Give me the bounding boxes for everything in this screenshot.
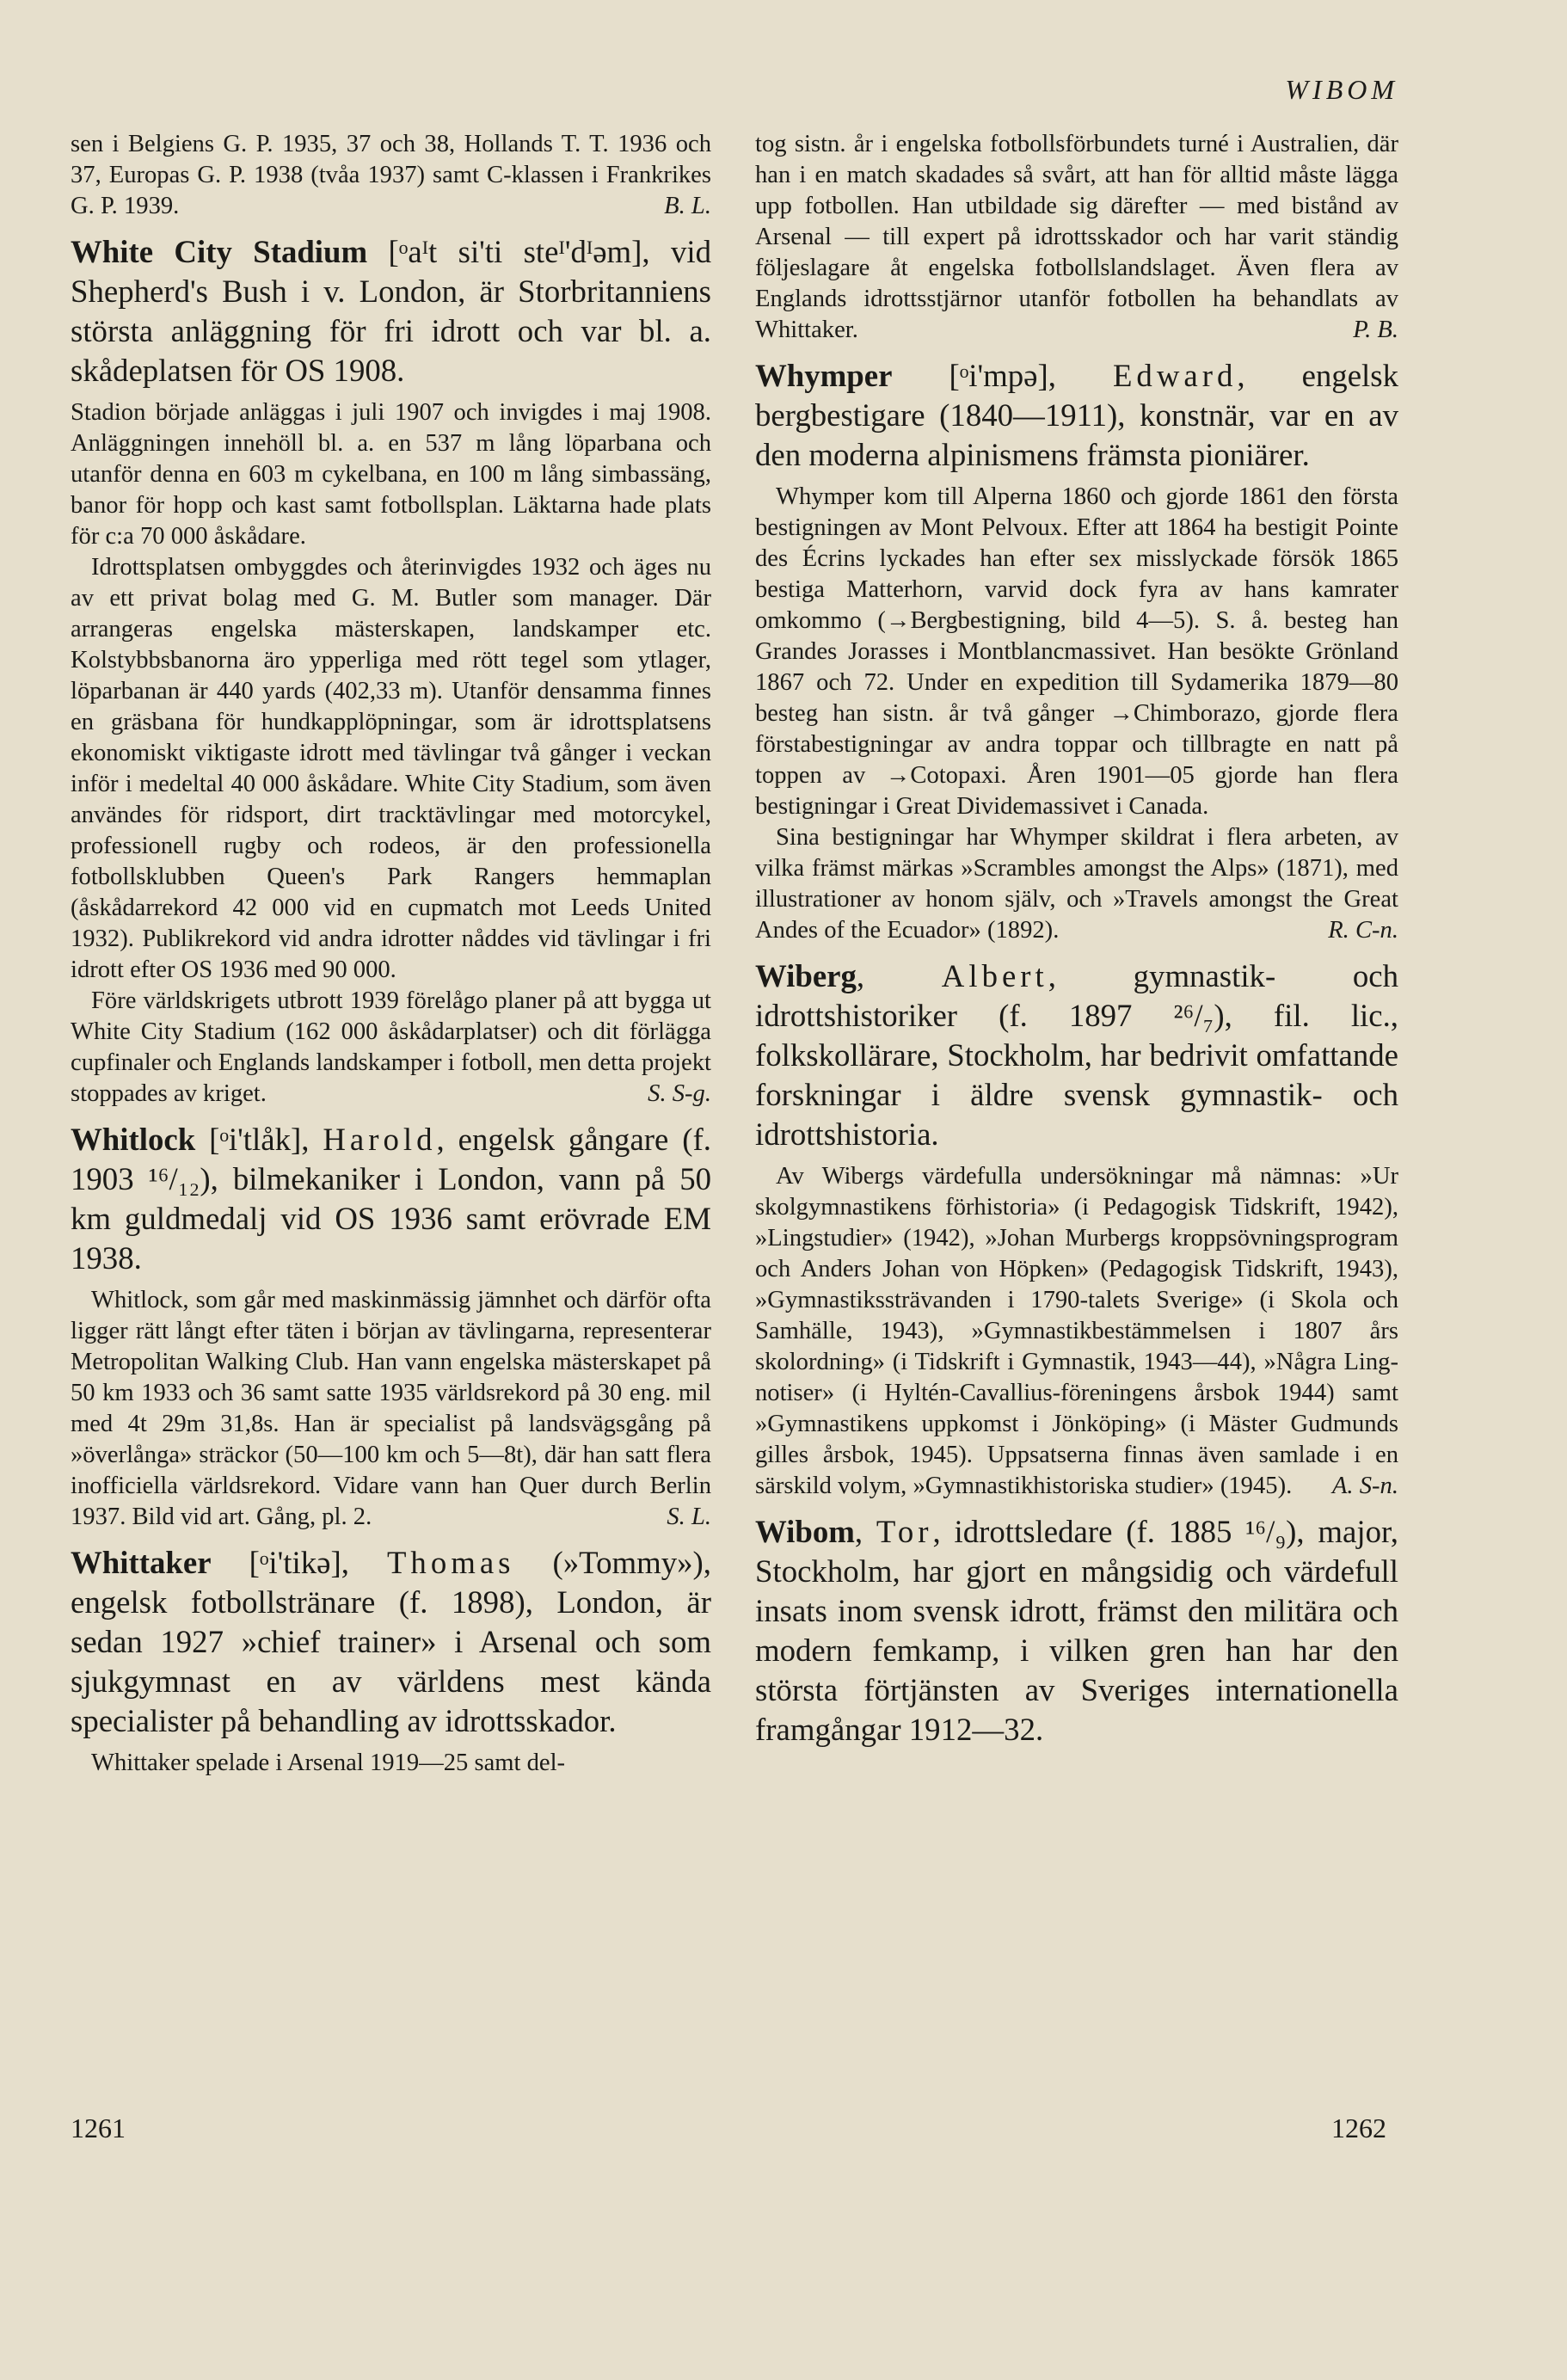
- left-column: [71, 129, 711, 1779]
- entry-body: [71, 986, 711, 1110]
- entry-whymper: [755, 356, 1398, 475]
- pronunciation: [ᵒi'tlåk],: [195, 1122, 323, 1157]
- entry-body-text: Av Wibergs värdefulla undersökningar må nämnas: »Ur skolgymnastikens förhistoria» (i Pedagogisk Tidskrift, 1942), »Lingstudier» (1942), »Johan Murbergs kroppsövningsprogram och Anders Johan von Höpken» (Pedagogisk Tidskrift, 1943), »Gymnastikssträvanden i 1790-talets Sverige» (i Skola och Samhälle, 1943), »Gymnastikbestämmelsen i 1807 års skolordning» (i Tidskrift i Gymnastik, 1943—44), »Några Ling-notiser» (i Hyltén-Cavallius-föreningens årsbok 1944) samt »Gymnastikens uppkomst i Jönköping» (i Mäster Gudmunds gilles årsbok, 1945). Uppsatserna finnas även samlade i en särskild volym, »Gymnastikhistoriska studier» (1945).: [755, 1163, 1398, 1499]
- entry-body: Whymper kom till Alperna 1860 och gjorde 1861 den första bestigningen av Mont Pelvoux. Efter att 1864 ha bestigit Pointe des Écrins lyckades han efter sex misslyckade försök 1865 bestiga Matterhorn, varvid dock fyra av hans kamrater omkommo (→Bergbestigning, bild 4—5). S. å. besteg han Grandes Jorasses i Montblancmassivet. Han besökte Grönland 1867 och 72. Under en expedition till Sydamerika 1879—80 besteg han sistn. år två gånger →Chimborazo, gjorde flera förstabestigningar av andra toppar och tillbragte en natt på toppen av →Cotopaxi. Åren 1901—05 gjorde han flera bestigningar i Great Dividemassivet i Canada.: [755, 483, 1398, 820]
- author-signature: B. L.: [664, 193, 711, 219]
- author-signature: S. L.: [667, 1504, 711, 1530]
- given-name: Harold: [323, 1122, 437, 1157]
- pronunciation: [ᵒi'tikə],: [211, 1545, 387, 1580]
- headword: Wibom: [755, 1514, 855, 1549]
- entry-body-text: Sina bestigningar har Whymper skildrat i flera arbeten, av vilka främst märkas »Scrambles amongst the Alps» (1871), med illustrationer av honom själv, och »Travels amongst the Great Andes of the Ecuador» (1892).: [755, 824, 1398, 944]
- running-head: WIBOM: [1285, 74, 1398, 105]
- entry-whitlock: [71, 1120, 711, 1278]
- entry-body-text: Whitlock, som går med maskinmässig jämnhet och därför ofta ligger rätt långt efter täten i början av tävlingarna, representerar Metropolitan Walking Club. Han vann engelska mästerskapet på 50 km 1933 och 36 samt satte 1935 världsrekord på 30 eng. mil med 4t 29m 31,8s. Han är specialist på landsvägsgång på »överlånga» sträckor (50—100 km och 5—8t), där han satt flera inofficiella världsrekord. Vidare vann han Quer durch Berlin 1937. Bild vid art. Gång, pl. 2.: [71, 1287, 711, 1530]
- page-number-right: 1262: [1331, 2112, 1386, 2143]
- continued-entry: [71, 129, 711, 222]
- continued-text: tog sistn. år i engelska fotbollsförbundets turné i Australien, där han i en match skadades så svårt, att han för alltid måste lägga upp fotbollen. Han utbildade sig därefter — med bistånd av Arsenal — till expert på idrottsskador och har varit ständig följeslagare åt engelska fotbollslandslaget. Även flera av Englands idrottsstjärnor utanför fotbollen ha behandlats av Whittaker.: [755, 131, 1398, 343]
- continued-text: sen i Belgiens G. P. 1935, 37 och 38, Hollands T. T. 1936 och 37, Europas G. P. 1938 (tvåa 1937) samt C-klassen i Frankrikes G. P. 1939.: [71, 131, 711, 219]
- author-signature: P. B.: [1353, 317, 1398, 343]
- given-name: Albert: [941, 958, 1048, 993]
- right-column: [755, 129, 1398, 1756]
- entry-white-city-stadium: [71, 232, 711, 391]
- entry-definition: (»Tommy»), engelsk fotbollstränare (f. 1898), London, är sedan 1927 »chief trainer» i Arsenal och som sjukgymnast en av världens mest kända specialister på behandling av idrottsskador.: [71, 1545, 711, 1738]
- entry-body-text: Före världskrigets utbrott 1939 förelågo planer på att bygga ut White City Stadium (162 000 åskådarplatser) och dit förlägga cupfinaler och Englands landskamper i fotboll, men detta projekt stoppades av kriget.: [71, 987, 711, 1107]
- entry-body: [755, 822, 1398, 946]
- entry-wiberg: Wiberg, Albert, gymnastik- och idrottshistoriker (f. 1897 ²⁶/₇), fil. lic., folkskollärare, Stockholm, har bedrivit omfattande forskningar i äldre svensk gymnastik- och idrottshistoria.: [755, 958, 1399, 1152]
- author-signature: A. S-n.: [1331, 1473, 1398, 1499]
- author-signature: S. S-g.: [648, 1080, 711, 1107]
- headword: White City Stadium: [71, 234, 368, 269]
- entry-definition: , gymnastik- och idrottshistoriker (f. 1897 ²⁶/₇), fil. lic., folkskollärare, Stockholm, har bedrivit omfattande forskningar i äldre svensk gymnastik- och idrottshistoria.: [755, 958, 1399, 1152]
- entry-definition: , engelsk gångare (f. 1903 ¹⁶/₁₂), bilmekaniker i London, vann på 50 km guldmedalj vid OS 1936 samt erövrade EM 1938.: [71, 1122, 711, 1276]
- entry-body: Idrottsplatsen ombyggdes och återinvigdes 1932 och äges nu av ett privat bolag med G. M. Butler som manager. Där arrangeras engelska mästerskapen, landskamper etc. Kolstybbsbanorna äro ypperliga med rött tegel som ytlager, löparbanan är 440 yards (402,33 m). Utanför densamma finnes en gräsbana för hundkapplöpningar, som är idrottsplatsens ekonomiskt viktigaste idrott med tävlingar två gånger i veckan inför i medeltal 40 000 åskådare. White City Stadium, som även användes för ridsport, dirt tracktävlingar med motorcykel, professionell rugby och rodeos, är den professionella fotbollsklubben Queen's Park Rangers hemmaplan (åskådarrekord 42 000 vid en cupmatch mot Leeds United 1932). Publikrekord vid andra idrotter nåddes vid tävlingar i fri idrott efter OS 1936 med 90 000.: [71, 554, 711, 983]
- entry-definition: , idrottsledare (f. 1885 ¹⁶/₉), major, Stockholm, har gjort en mångsidig och värdefull insats inom svensk idrott, främst den militära och modern femkamp, i vilken gren han har den största förtjänsten av Sveriges internationella framgångar 1912—32.: [755, 1514, 1398, 1747]
- entry-whittaker: [71, 1543, 711, 1741]
- headword: Wiberg: [755, 958, 857, 993]
- given-name: Tor: [876, 1514, 933, 1549]
- continued-entry: [755, 129, 1398, 346]
- given-name: Thomas: [386, 1545, 515, 1580]
- entry-body: [755, 1161, 1398, 1502]
- page-number-left: 1261: [71, 2112, 126, 2143]
- entry-definition: [ᵒaᴵt si'ti steᴵ'dᴵəm], vid Shepherd's Bush i v. London, är Storbritanniens största anläggning för fri idrott och var bl. a. skådeplatsen för OS 1908.: [71, 234, 711, 388]
- headword: Whitlock: [71, 1122, 196, 1157]
- entry-body: Stadion började anläggas i juli 1907 och invigdes i maj 1908. Anläggningen innehöll bl. a. en 537 m lång löparbana och utanför denna en 603 m cykelbana, en 100 m lång simbassäng, banor för hopp och kast samt fotbollsplan. Läktarna hade plats för c:a 70 000 åskådare.: [71, 399, 711, 550]
- headword: Whittaker: [71, 1545, 212, 1580]
- entry-definition: , engelsk bergbestigare (1840—1911), konstnär, var en av den moderna alpinismens främsta pioniärer.: [755, 358, 1398, 472]
- entry-body: [71, 1285, 711, 1533]
- pronunciation: [ᵒi'mpə],: [892, 358, 1113, 393]
- headword: Whymper: [755, 358, 893, 393]
- given-name: Edward: [1112, 358, 1238, 393]
- entry-wibom: Wibom, Tor, idrottsledare (f. 1885 ¹⁶/₉), major, Stockholm, har gjort en mångsidig och värdefull insats inom svensk idrott, främst den militära och modern femkamp, i vilken gren han har den största förtjänsten av Sveriges internationella framgångar 1912—32.: [755, 1514, 1398, 1747]
- entry-body: Whittaker spelade i Arsenal 1919—25 samt del-: [91, 1750, 566, 1776]
- author-signature: R. C-n.: [1328, 917, 1398, 944]
